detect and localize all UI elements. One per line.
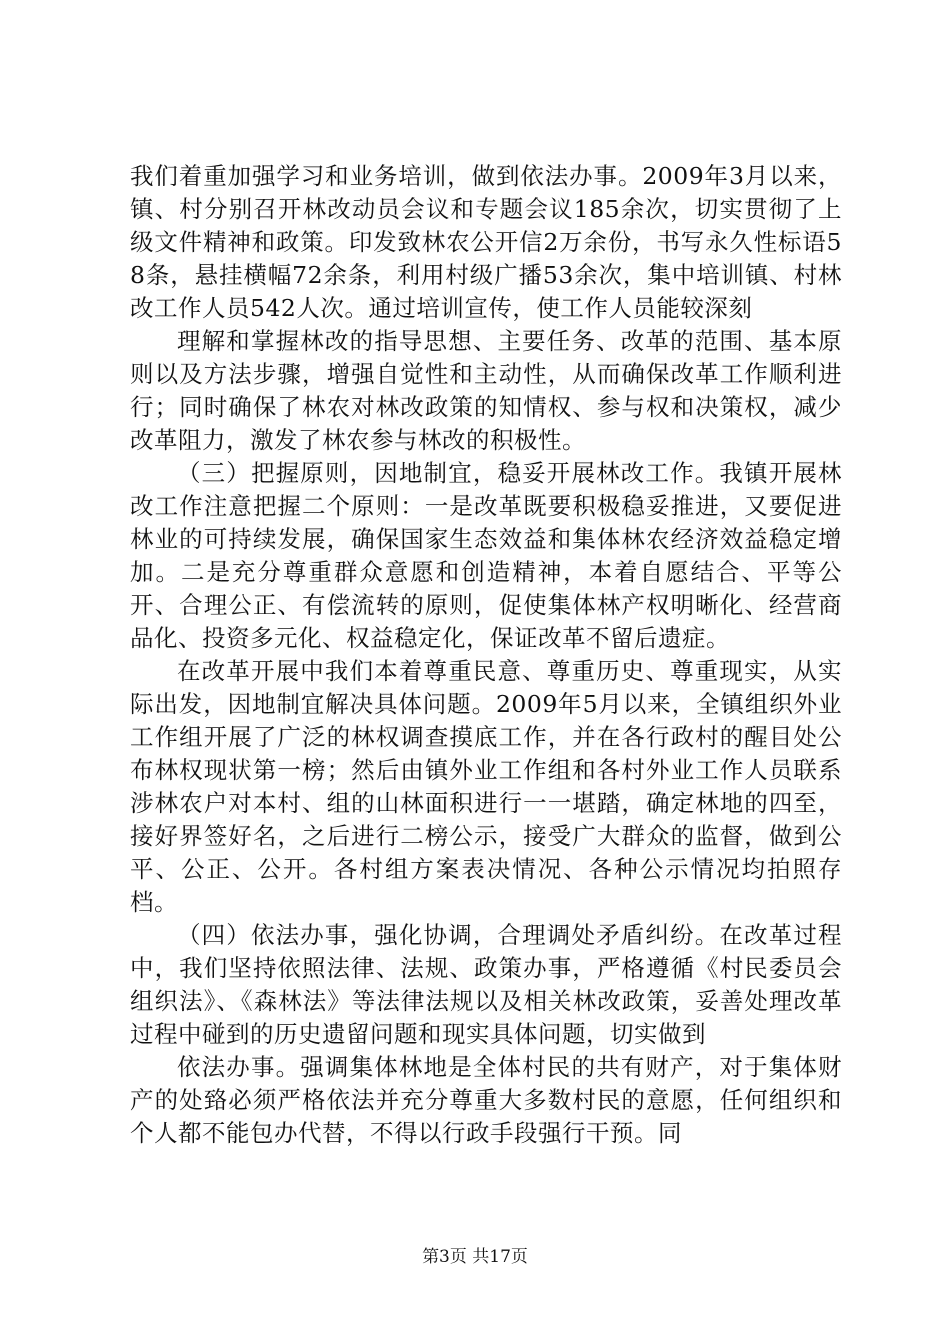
paragraph-6: 依法办事。强调集体林地是全体村民的共有财产，对于集体财产的处臵必须严格依法并充分尊重大多数村民的意愿，任何组织和个人都不能包办代替，不得以行政手段强行干预。同 — [130, 1053, 842, 1147]
document-body — [130, 160, 842, 1150]
paragraph-3: （三）把握原则，因地制宜，稳妥开展林改工作。我镇开展林改工作注意把握二个原则：一是改革既要积极稳妥推进，又要促进林业的可持续发展，确保国家生态效益和集体林农经济效益稳定增加。二是充分尊重群众意愿和创造精神，本着自愿结合、平等公开、合理公正、有偿流转的原则，促使集体林产权明晰化、经营商品化、投资多元化、权益稳定化，保证改革不留后遗症。 — [130, 459, 842, 652]
paragraph-1: 我们着重加强学习和业务培训，做到依法办事。2009年3月以来，镇、村分别召开林改动员会议和专题会议185余次，切实贯彻了上级文件精神和政策。印发致林农公开信2万余份，书写永久性标语58条，悬挂横幅72余条，利用村级广播53余次，集中培训镇、村林改工作人员542人次。通过培训宣传，使工作人员能较深刻 — [130, 162, 842, 322]
paragraph-4: 在改革开展中我们本着尊重民意、尊重历史、尊重现实，从实际出发，因地制宜解决具体问题。2009年5月以来，全镇组织外业工作组开展了广泛的林权调查摸底工作，并在各行政村的醒目处公布林权现状第一榜；然后由镇外业工作组和各村外业工作人员联系涉林农户对本村、组的山林面积进行一一堪踏，确定林地的四至，接好界签好名，之后进行二榜公示，接受广大群众的监督，做到公平、公正、公开。各村组方案表决情况、各种公示情况均拍照存档。 — [130, 657, 842, 916]
paragraph-2: 理解和掌握林改的指导思想、主要任务、改革的范围、基本原则以及方法步骤，增强自觉性和主动性，从而确保改革工作顺利进行；同时确保了林农对林改政策的知情权、参与权和决策权，减少改革阻力，激发了林农参与林改的积极性。 — [130, 327, 842, 454]
page-number-footer: 第3页 共17页 — [422, 1247, 528, 1267]
paragraph-5: （四）依法办事，强化协调，合理调处矛盾纠纷。在改革过程中，我们坚持依照法律、法规、政策办事，严格遵循《村民委员会组织法》、《森林法》等法律法规以及相关林改政策，妥善处理改革过程中碰到的历史遗留问题和现实具体问题，切实做到 — [130, 921, 842, 1048]
